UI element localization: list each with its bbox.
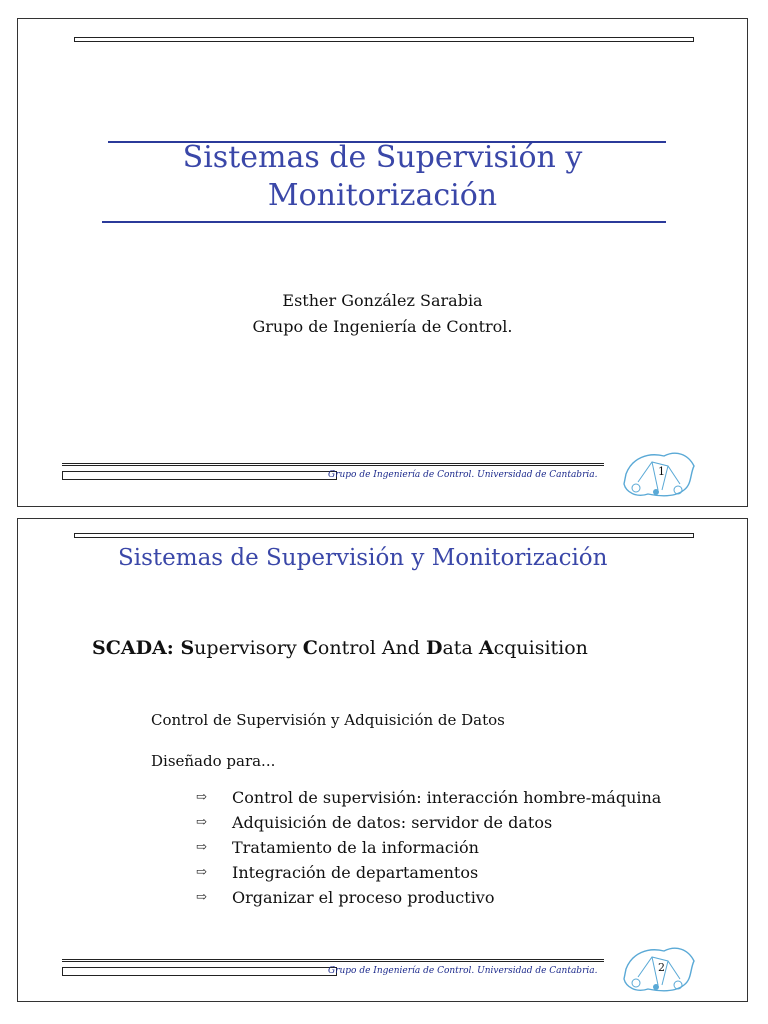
slide-title: Sistemas de Supervisión y Monitorización bbox=[118, 545, 608, 571]
bullet-text: Adquisición de datos: servidor de datos bbox=[232, 813, 553, 832]
scada-part: upervisory bbox=[194, 637, 303, 659]
bullet-text: Integración de departamentos bbox=[232, 863, 479, 882]
hollow-right-arrow-icon: ⇨ bbox=[196, 865, 207, 880]
scada-part: SCADA: bbox=[92, 637, 181, 659]
page-number: 2 bbox=[658, 961, 665, 974]
bullet-text: Control de supervisión: interacción hombre-máquina bbox=[232, 788, 662, 807]
hollow-right-arrow-icon: ⇨ bbox=[196, 890, 207, 905]
bullet-text: Tratamiento de la información bbox=[232, 838, 479, 857]
group-name: Grupo de Ingeniería de Control. bbox=[252, 317, 513, 336]
scada-part: ontrol And bbox=[317, 637, 426, 659]
page-number: 1 bbox=[658, 465, 665, 478]
bullet-item bbox=[196, 835, 661, 860]
scada-part: D bbox=[426, 637, 443, 659]
scada-part: S bbox=[180, 637, 195, 659]
scada-part: A bbox=[478, 637, 494, 659]
hollow-right-arrow-icon: ⇨ bbox=[196, 815, 207, 830]
bullet-item bbox=[196, 785, 661, 810]
top-bar bbox=[74, 37, 694, 42]
slide-title: Sistemas de Supervisión y Monitorización bbox=[182, 140, 583, 213]
subtitle-text: Control de Supervisión y Adquisición de Datos bbox=[151, 711, 505, 729]
slide-2 bbox=[17, 518, 748, 1002]
title-rule-bottom bbox=[102, 221, 666, 223]
author-name: Esther González Sarabia bbox=[282, 291, 483, 310]
scada-definition bbox=[92, 637, 588, 659]
scada-part: ata bbox=[442, 637, 479, 659]
bullet-text: Organizar el proceso productivo bbox=[232, 888, 495, 907]
designed-for-text: Diseñado para... bbox=[151, 752, 276, 770]
footer-text: Grupo de Ingeniería de Control. Universidad de Cantabria. bbox=[328, 966, 598, 976]
bullet-item bbox=[196, 810, 661, 835]
scada-part: cquisition bbox=[493, 637, 588, 659]
hollow-right-arrow-icon: ⇨ bbox=[196, 840, 207, 855]
bullet-item bbox=[196, 860, 661, 885]
top-bar bbox=[74, 533, 694, 538]
hollow-right-arrow-icon: ⇨ bbox=[196, 790, 207, 805]
bullet-item bbox=[196, 885, 661, 910]
slide-1 bbox=[17, 18, 748, 507]
bullet-list bbox=[196, 785, 661, 910]
scada-part: C bbox=[302, 637, 318, 659]
footer-text: Grupo de Ingeniería de Control. Universidad de Cantabria. bbox=[328, 470, 598, 480]
